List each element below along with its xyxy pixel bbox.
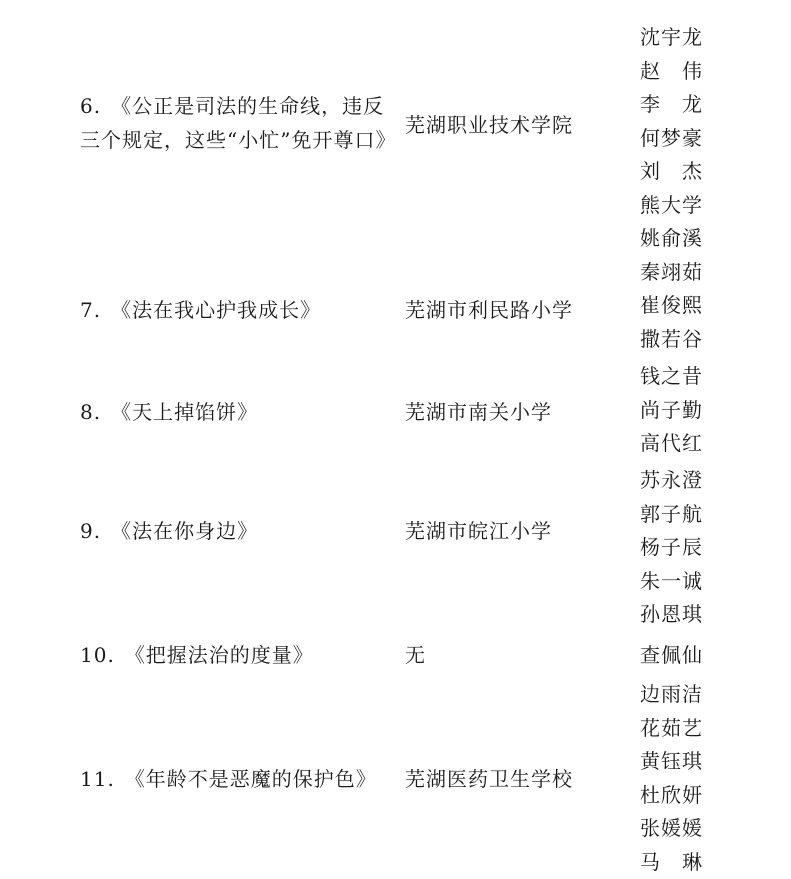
author-name: 边雨洁: [640, 678, 760, 712]
entry-number: 8.: [80, 395, 101, 429]
entry-organization: 芜湖市皖江小学: [405, 514, 615, 548]
entry-title: [80, 514, 395, 548]
author-name: 崔俊熙: [640, 289, 760, 323]
entry-organization: 无: [405, 638, 615, 672]
entry-authors: [640, 678, 760, 879]
entry-title-text: 《年龄不是恶魔的保护色》: [125, 767, 377, 791]
entry-title-text: 《把握法治的度量》: [125, 643, 314, 667]
author-name: 秦翊茹: [640, 256, 760, 290]
entry-number: 7.: [80, 293, 101, 327]
author-name: 高代红: [640, 427, 760, 461]
author-name: 花茹艺: [640, 712, 760, 746]
entry-authors: [640, 222, 760, 356]
entry-number: 10.: [80, 638, 115, 672]
author-name: 钱之昔: [640, 360, 760, 394]
author-name: 刘 杰: [640, 155, 760, 189]
author-name: 黄钰琪: [640, 745, 760, 779]
author-name: 熊大学: [640, 189, 760, 223]
author-name: 张媛媛: [640, 812, 760, 846]
entry-organization: 芜湖医药卫生学校: [405, 762, 615, 796]
entry-authors: [640, 639, 760, 673]
entry-title: [80, 395, 395, 429]
author-name: 撒若谷: [640, 323, 760, 357]
author-name: 苏永澄: [640, 464, 760, 498]
author-name: 马 琳: [640, 846, 760, 879]
author-name: 尚子勤: [640, 394, 760, 428]
author-name: 孙恩琪: [640, 598, 760, 632]
entry-title: [80, 293, 395, 327]
author-name: 姚俞溪: [640, 222, 760, 256]
entry-number: 9.: [80, 514, 101, 548]
entry-organization: 芜湖市南关小学: [405, 395, 615, 429]
author-name: 何梦豪: [640, 122, 760, 156]
author-name: 杜欣妍: [640, 779, 760, 813]
entry-title-text: 《法在我心护我成长》: [111, 298, 321, 322]
entry-authors: [640, 464, 760, 632]
author-name: 李 龙: [640, 88, 760, 122]
entry-title-text: 《法在你身边》: [111, 519, 258, 543]
entry-organization: 芜湖市利民路小学: [405, 293, 615, 327]
entry-title-line-2: 三个规定，这些“小忙”免开尊口》: [80, 123, 395, 157]
entry-title: [80, 638, 395, 672]
entry-number: 6.: [80, 89, 101, 123]
entry-title-line-1: 《公正是司法的生命线，违反: [111, 94, 384, 118]
entry-title: [80, 89, 395, 157]
author-name: 朱一诚: [640, 565, 760, 599]
entry-number: 11.: [80, 762, 115, 796]
entry-organization: 芜湖职业技术学院: [405, 108, 615, 142]
entry-authors: [640, 360, 760, 461]
author-name: 郭子航: [640, 498, 760, 532]
entry-title-text: 《天上掉馅饼》: [111, 400, 258, 424]
author-name: 查佩仙: [640, 639, 760, 673]
entry-title: [80, 762, 395, 796]
author-name: 赵 伟: [640, 55, 760, 89]
author-name: 沈宇龙: [640, 21, 760, 55]
author-name: 杨子辰: [640, 531, 760, 565]
entry-authors: [640, 21, 760, 222]
